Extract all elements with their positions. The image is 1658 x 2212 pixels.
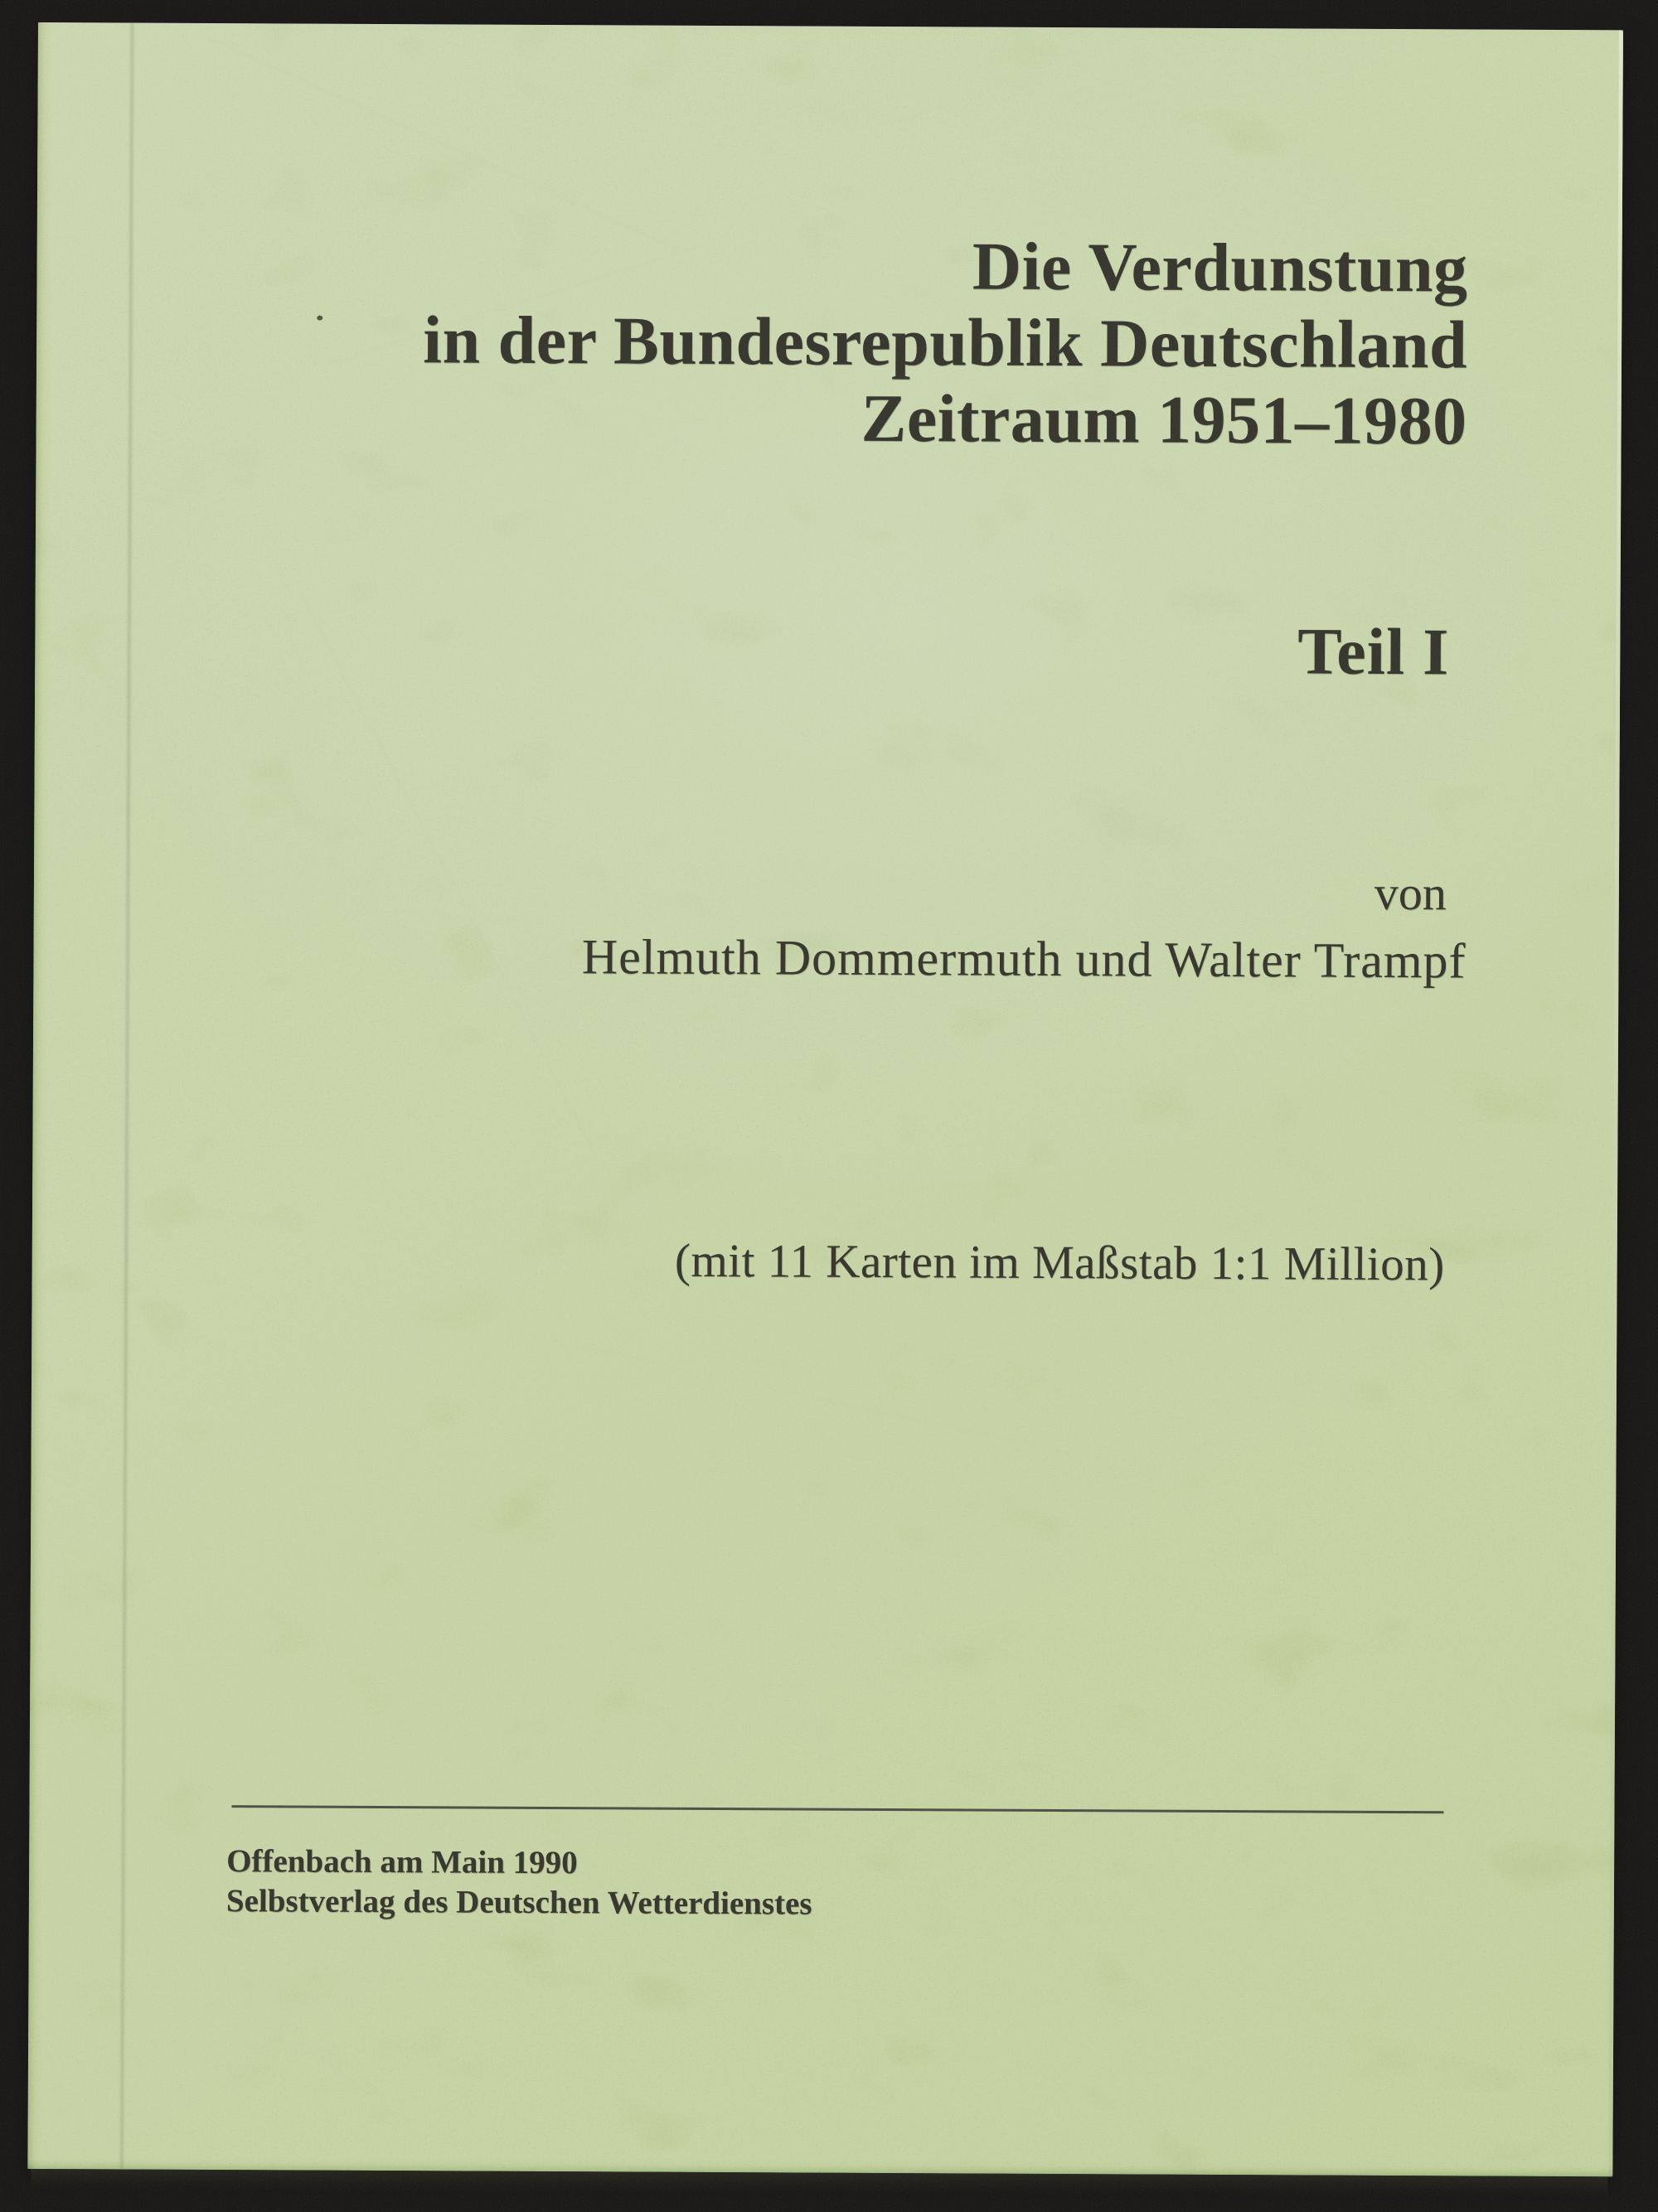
book-cover: [27, 22, 1623, 2176]
spine-crease: [120, 23, 133, 2170]
title-line-2: in der Bundesrepublik Deutschland: [423, 302, 1468, 383]
byline-von: von: [1374, 865, 1447, 921]
title-line-3: Zeitraum 1951–1980: [861, 380, 1467, 459]
crease-mark: [551, 1338, 1070, 1454]
crease-mark: [300, 592, 597, 1151]
title-line-1: Die Verdunstung: [972, 228, 1468, 307]
imprint-block: [226, 1842, 812, 1924]
title-block: [423, 225, 1468, 459]
part-label: Teil I: [1297, 615, 1450, 690]
ink-fleck: [317, 316, 322, 321]
imprint-publisher: Selbstverlag des Deutschen Wetterdienstes: [225, 1883, 812, 1922]
authors-line: Helmuth Dommermuth und Walter Trampf: [581, 929, 1467, 989]
imprint-divider-rule: [231, 1805, 1443, 1813]
maps-note: (mit 11 Karten im Maßstab 1:1 Million): [674, 1234, 1445, 1291]
crease-mark: [209, 35, 679, 249]
imprint-place-year: Offenbach am Main 1990: [226, 1843, 578, 1881]
crease-mark: [968, 1571, 1478, 1888]
